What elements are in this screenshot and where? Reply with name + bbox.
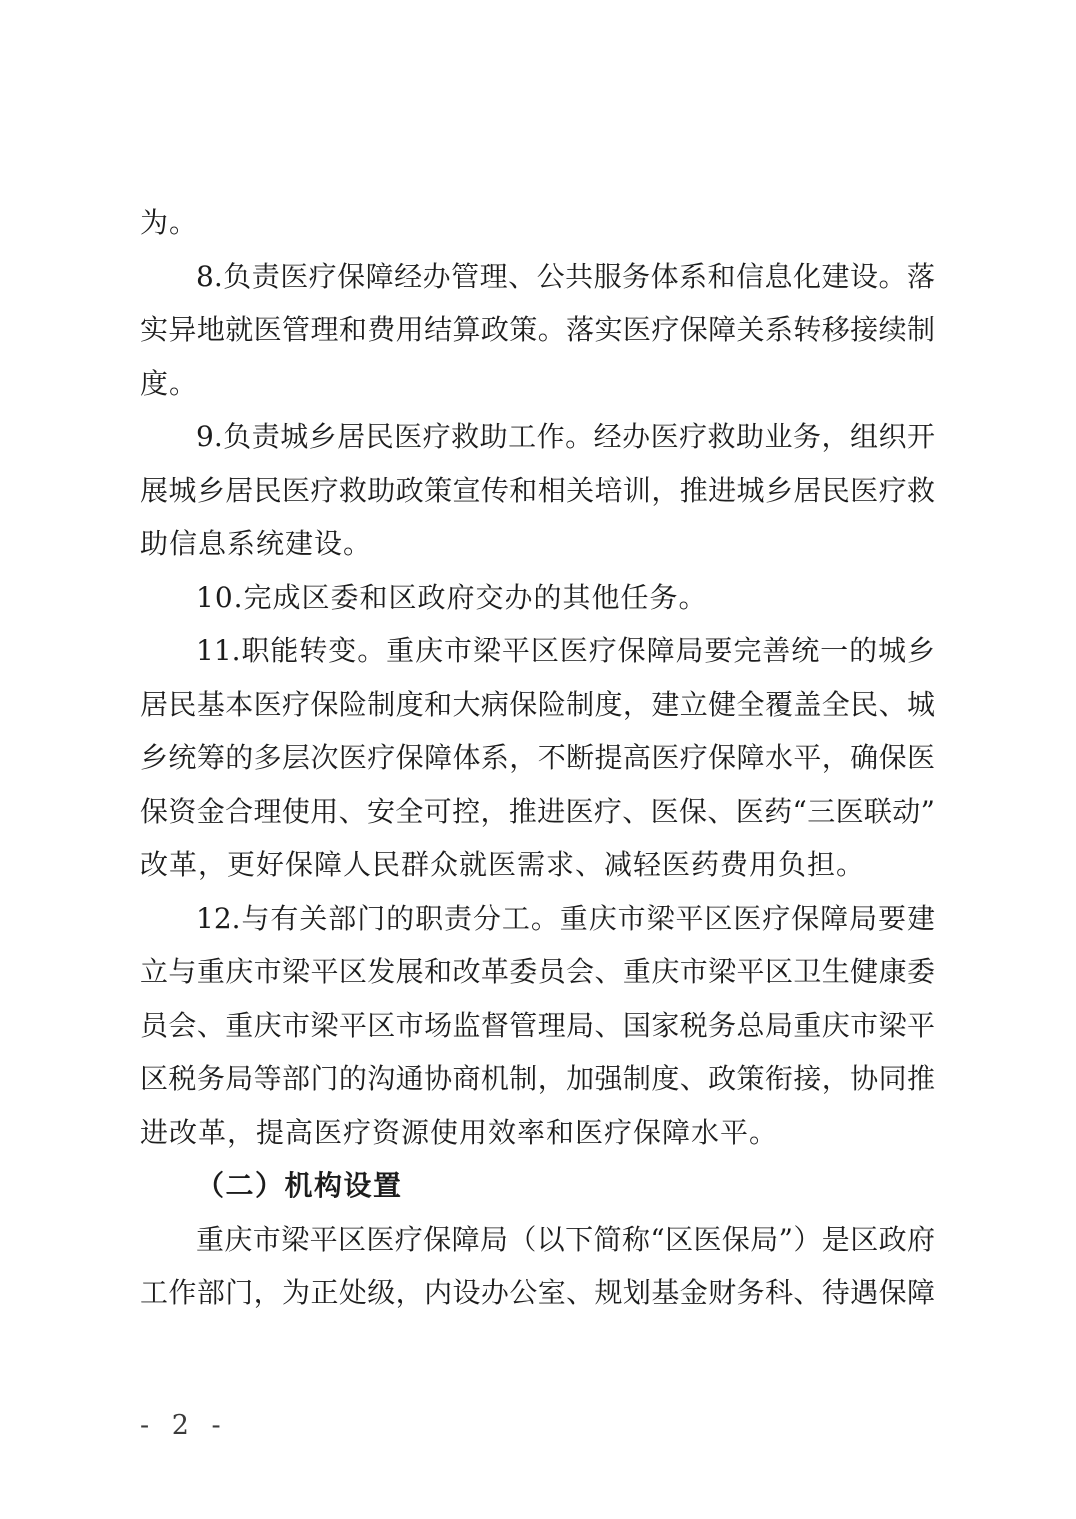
document-line: 10.完成区委和区政府交办的其他任务。	[196, 580, 708, 614]
document-line: 保资金合理使用、安全可控，推进医疗、医保、医药“三医联动”	[140, 794, 935, 828]
document-line: 立与重庆市梁平区发展和改革委员会、重庆市梁平区卫生健康委	[140, 955, 935, 988]
document-line: 改革，更好保障人民群众就医需求、减轻医药费用负担。	[140, 848, 866, 881]
document-line: 工作部门，为正处级，内设办公室、规划基金财务科、待遇保障	[140, 1276, 935, 1309]
document-line: 助信息系统建设。	[140, 527, 373, 560]
document-line: 员会、重庆市梁平区市场监督管理局、国家税务总局重庆市梁平	[140, 1008, 935, 1042]
document-line: 实异地就医管理和费用结算政策。落实医疗保障关系转移接续制	[140, 313, 935, 346]
document-line: 乡统筹的多层次医疗保障体系，不断提高医疗保障水平，确保医	[140, 741, 935, 774]
document-line: 重庆市梁平区医疗保障局（以下简称“区医保局”）是区政府	[196, 1222, 935, 1256]
document-line: 为。	[140, 206, 199, 239]
document-line: 度。	[140, 366, 199, 400]
document-line: 区税务局等部门的沟通协商机制，加强制度、政策衔接，协同推	[140, 1062, 935, 1095]
page-number: - 2 -	[140, 1410, 228, 1441]
document-line: 8.负责医疗保障经办管理、公共服务体系和信息化建设。落	[196, 259, 935, 293]
section-heading: （二）机构设置	[196, 1169, 403, 1202]
document-line: 进改革，提高医疗资源使用效率和医疗保障水平。	[140, 1115, 779, 1149]
document-line: 11.职能转变。重庆市梁平区医疗保障局要完善统一的城乡	[196, 634, 935, 667]
document-line: 居民基本医疗保险制度和大病保险制度，建立健全覆盖全民、城	[140, 687, 935, 721]
document-line: 9.负责城乡居民医疗救助工作。经办医疗救助业务，组织开	[196, 420, 935, 453]
document-line: 展城乡居民医疗救助政策宣传和相关培训，推进城乡居民医疗救	[140, 473, 935, 507]
document-line: 12.与有关部门的职责分工。重庆市梁平区医疗保障局要建	[196, 901, 935, 935]
document-body	[140, 196, 935, 1320]
